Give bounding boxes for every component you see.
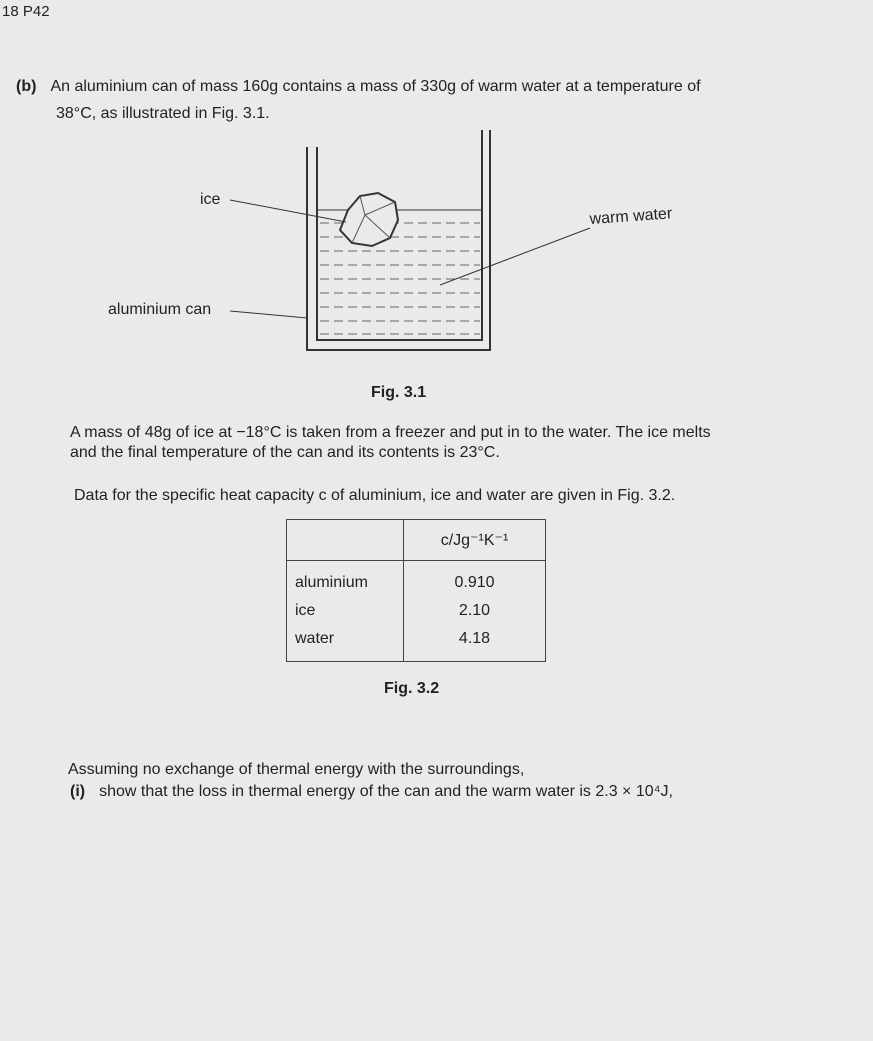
aluminium-can-leader-line: [230, 311, 307, 318]
paragraph-2: Data for the specific heat capacity c of aluminium, ice and water are given in Fig. 3.2.: [74, 487, 676, 504]
aluminium-can: [307, 130, 490, 350]
question-line-2: 38°C, as illustrated in Fig. 3.1.: [56, 105, 270, 122]
part-label: (b): [16, 78, 37, 95]
ice-cube: [340, 193, 398, 246]
page-corner-label: 18 P42: [2, 3, 50, 20]
value-cell: 4.18: [404, 625, 546, 662]
question-text-1: An aluminium can of mass 160g contains a mass of 330g of warm water at a temperature of: [50, 78, 701, 95]
figure-3-1-diagram: [100, 130, 720, 370]
material-cell: water: [287, 625, 404, 662]
assumption-text: Assuming no exchange of thermal energy with the surroundings,: [68, 761, 525, 778]
ice-label: ice: [200, 191, 221, 208]
table-row: [287, 561, 546, 598]
part-i: [70, 783, 673, 801]
figure-3-2-caption: Fig. 3.2: [384, 680, 440, 697]
value-cell: 0.910: [404, 561, 546, 598]
warm-water-label: warm water: [589, 205, 673, 228]
paragraph-1-line-1: A mass of 48g of ice at −18°C is taken from a freezer and put in to the water. The ice melts: [70, 424, 711, 441]
paragraph-1-line-2: and the final temperature of the can and its contents is 23°C.: [70, 444, 500, 461]
material-cell: aluminium: [287, 561, 404, 598]
material-cell: ice: [287, 597, 404, 625]
value-cell: 2.10: [404, 597, 546, 625]
table-row: [287, 625, 546, 662]
part-i-label: (i): [70, 783, 86, 800]
question-line-1: [16, 78, 701, 96]
specific-heat-table: [286, 519, 546, 662]
figure-3-1-caption: Fig. 3.1: [371, 384, 427, 401]
table-header-c: c/Jg⁻¹K⁻¹: [404, 520, 546, 561]
table-header-empty: [287, 520, 404, 561]
part-i-text: show that the loss in thermal energy of the can and the warm water is 2.3 × 10⁴J,: [99, 783, 673, 800]
table-row: [287, 597, 546, 625]
ice-leader-line: [230, 200, 346, 222]
aluminium-can-label: aluminium can: [108, 301, 212, 318]
